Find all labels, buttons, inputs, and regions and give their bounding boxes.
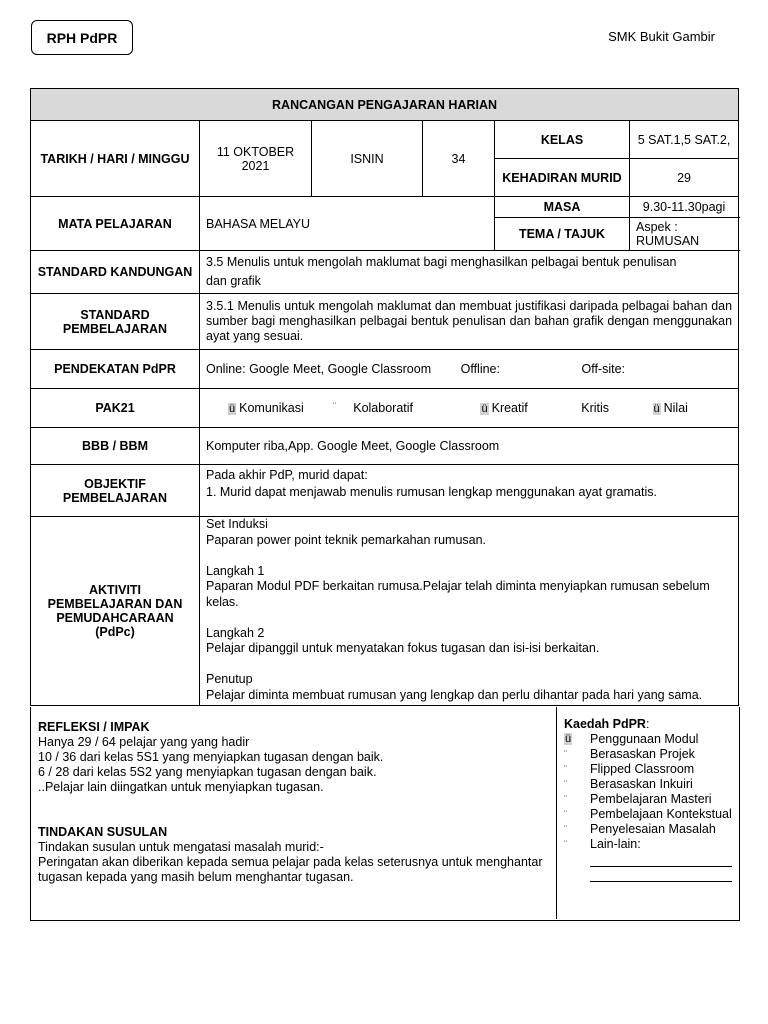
tarikh-label: TARIKH / HARI / MINGGU <box>31 121 200 197</box>
kaedah-panel <box>557 707 739 919</box>
sk-label: STANDARD KANDUNGAN <box>31 251 200 294</box>
check-icon: ü <box>481 403 488 415</box>
objektif-value <box>200 465 739 517</box>
offline-text: Offline: <box>460 362 500 376</box>
tarikh-value: 11 OKTOBER 2021 <box>200 121 312 197</box>
kehadiran-value: 29 <box>630 159 739 197</box>
aktiviti-line: Pelajar dipanggil untuk menyatakan fokus tugasan dan isi-isi berkaitan. <box>206 641 600 655</box>
mata-label: MATA PELAJARAN <box>31 197 200 251</box>
kaedah-item <box>564 777 732 792</box>
empty-box-icon: ¨ <box>564 779 567 789</box>
check-icon: ü <box>653 403 660 415</box>
kaedah-item <box>564 732 732 747</box>
aktiviti-label: AKTIVITI PEMBELAJARAN DAN PEMUDAHCARAAN (PdPc) <box>31 517 200 706</box>
offsite-text: Off-site: <box>581 362 625 376</box>
kelas-value: 5 SAT.1,5 SAT.2, <box>630 121 739 159</box>
empty-box-icon: ¨ <box>564 764 567 774</box>
rph-badge: RPH PdPR <box>31 20 133 55</box>
check-icon <box>564 732 590 747</box>
bbb-value: Komputer riba,App. Google Meet, Google Classroom <box>200 428 739 465</box>
kaedah-colon: : <box>645 717 650 731</box>
kaedah-title <box>564 717 732 732</box>
tindakan-title: TINDAKAN SUSULAN <box>38 825 168 839</box>
pak-value <box>200 389 739 428</box>
school-name: SMK Bukit Gambir <box>608 29 715 44</box>
pak-kritis: Kritis <box>581 401 610 415</box>
mata-value: BAHASA MELAYU <box>200 197 495 251</box>
kelas-label: KELAS <box>495 121 630 159</box>
kaedah-item-label: Penggunaan Modul <box>590 732 699 746</box>
kaedah-item-label: Pembelajaran Masteri <box>590 792 712 806</box>
masa-value: 9.30-11.30pagi <box>630 197 739 218</box>
kaedah-item-label: Berasaskan Projek <box>590 747 695 761</box>
pendekatan-label: PENDEKATAN PdPR <box>31 350 200 389</box>
kaedah-item-label: Pembelajaan Kontekstual <box>590 807 732 821</box>
empty-box-icon: ¨ <box>564 824 567 834</box>
aktiviti-spacer <box>206 657 732 673</box>
aktiviti-line: Paparan Modul PDF berkaitan rumusa.Pelajar telah diminta menyiapkan rumusan sebelum kelas. <box>206 579 710 609</box>
pendekatan-value <box>200 350 739 389</box>
kehadiran-label: KEHADIRAN MURID <box>495 159 630 197</box>
aktiviti-line: Penutup <box>206 672 253 686</box>
objektif-label: OBJEKTIF PEMBELAJARAN <box>31 465 200 517</box>
kaedah-item-label: Lain-lain: <box>590 837 641 851</box>
masa-label: MASA <box>495 197 630 218</box>
refleksi-section <box>30 707 740 921</box>
bbb-label: BBB / BBM <box>31 428 200 465</box>
objektif-1: 1. Murid dapat menjawab menulis rumusan lengkap menggunakan ayat gramatis. <box>206 485 657 499</box>
pak-komunikasi: Komunikasi <box>239 401 304 415</box>
kaedah-item-label: Penyelesaian Masalah <box>590 822 716 836</box>
aktiviti-line: Paparan power point teknik pemarkahan rumusan. <box>206 532 487 547</box>
kaedah-item <box>564 807 732 822</box>
aktiviti-line: Langkah 1 <box>206 563 265 578</box>
kaedah-item <box>564 762 732 777</box>
kaedah-item-label: Berasaskan Inkuiri <box>590 777 693 791</box>
refleksi-line: Hanya 29 / 64 pelajar yang yang hadir <box>38 735 250 749</box>
empty-box-icon: ¨ <box>564 839 567 849</box>
tindakan-line: Tindakan susulan untuk mengatasi masalah murid:- <box>38 840 324 854</box>
tema-value: Aspek : RUMUSAN <box>630 218 739 251</box>
sk-value <box>200 251 739 294</box>
check-glyph: ü <box>565 733 572 745</box>
empty-box-icon: ¨ <box>564 749 567 759</box>
sk-line-1: 3.5 Menulis untuk mengolah maklumat bagi menghasilkan pelbagai bentuk penulisan <box>206 255 677 269</box>
sk-line-2: dan grafik <box>206 274 261 288</box>
blank-line <box>590 867 732 882</box>
lesson-plan-table <box>30 88 739 706</box>
minggu-value: 34 <box>423 121 495 197</box>
kaedah-item <box>564 837 732 852</box>
check-icon: ü <box>229 403 236 415</box>
aktiviti-spacer <box>206 610 732 626</box>
pak-nilai: Nilai <box>663 401 688 415</box>
pak-kolaboratif: Kolaboratif <box>353 401 413 415</box>
tema-label: TEMA / TAJUK <box>495 218 630 251</box>
tindakan-line: Peringatan akan diberikan kepada semua pelajar pada kelas seterusnya untuk menghantar tugasan kepada yang masih belum menghantar tugasan. <box>38 855 543 884</box>
refleksi-panel <box>31 707 557 919</box>
kaedah-item <box>564 822 732 837</box>
online-text: Online: Google Meet, Google Classroom <box>206 362 432 376</box>
pak-label: PAK21 <box>31 389 200 428</box>
empty-box-icon: ¨ <box>564 794 567 804</box>
spacer <box>38 795 549 825</box>
sp-value: 3.5.1 Menulis untuk mengolah maklumat dan membuat justifikasi daripada pelbagai bahan dan sumber bagi menghasilkan pelbagai bentuk penulisan dan bahan grafik dengan menggunakan ayat yang sesuai. <box>200 294 739 350</box>
aktiviti-spacer <box>206 548 732 564</box>
objektif-intro: Pada akhir PdP, murid dapat: <box>206 468 368 482</box>
refleksi-line: 10 / 36 dari kelas 5S1 yang menyiapkan tugasan dengan baik. <box>38 750 384 764</box>
blank-line <box>590 852 732 867</box>
refleksi-title: REFLEKSI / IMPAK <box>38 720 150 734</box>
kaedah-item <box>564 747 732 762</box>
aktiviti-line: Set Induksi <box>206 517 268 531</box>
aktiviti-value <box>200 517 739 706</box>
kaedah-title-text: Kaedah PdPR <box>564 717 646 731</box>
pak-kreatif: Kreatif <box>491 401 528 415</box>
aktiviti-line: Langkah 2 <box>206 625 265 640</box>
empty-box-icon: ¨ <box>564 809 567 819</box>
sp-label: STANDARD PEMBELAJARAN <box>31 294 200 350</box>
kaedah-item <box>564 792 732 807</box>
kaedah-item-label: Flipped Classroom <box>590 762 695 776</box>
table-title: RANCANGAN PENGAJARAN HARIAN <box>31 89 739 121</box>
aktiviti-line: Pelajar diminta membuat rumusan yang lengkap dan perlu dihantar pada hari yang sama. <box>206 687 703 702</box>
empty-box-icon: ¨ <box>333 401 337 411</box>
hari-value: ISNIN <box>312 121 423 197</box>
refleksi-line: 6 / 28 dari kelas 5S2 yang menyiapkan tugasan dengan baik. <box>38 765 377 779</box>
refleksi-line: ..Pelajar lain diingatkan untuk menyiapkan tugasan. <box>38 780 324 794</box>
